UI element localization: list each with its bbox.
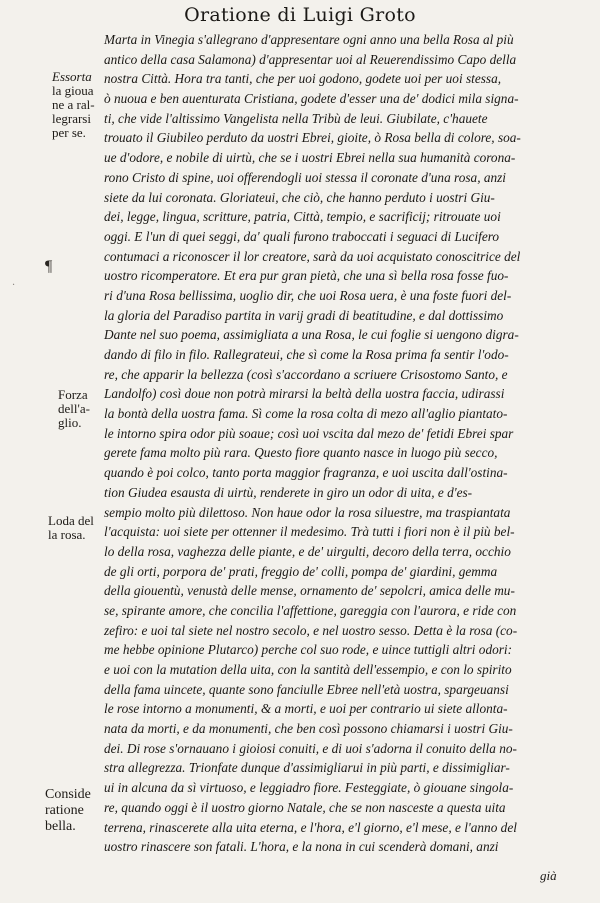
text-line: quando è poi colco, tanto porta maggior fragranza, e uoi uscita dall'ostina- [104, 465, 508, 481]
text-line: ue d'odore, e nobile di uirtù, che se i uostri Ebrei nella sua humanità corona- [104, 150, 516, 166]
text-line: ò nuoua e ben auenturata Cristiana, godete d'esser una de' dodici mila signa- [104, 91, 519, 107]
text-line: re, che apparir la bellezza (così s'accordano a scriuere Crisostomo Santo, e [104, 366, 508, 382]
text-line: uostro ricomperatore. Et era pur gran pietà, che una sì bella rosa fosse fuo- [104, 268, 509, 284]
marginal-note-forza [58, 388, 90, 430]
text-line: nostra Città. Hora tra tanti, che per uoi godono, godete uoi per uoi stessa, [104, 71, 502, 87]
marginal-note-essorta [52, 70, 95, 140]
text-line: Marta in Vinegia s'allegrano d'appresentare ogni anno una bella Rosa al più [104, 32, 514, 47]
page-title: Oratione di Luigi Groto [184, 4, 416, 26]
text-line: oggi. E l'un di quei seggi, da' quali furono traboccati i seguaci di Lucifero [104, 228, 500, 244]
text-line: le rose intorno a monumenti, & a morti, e uoi per contrario ui siete allonta- [104, 701, 508, 717]
text-line: nata da morti, e da monumenti, che ben così possono chiamarsi i uostri Giu- [104, 721, 513, 737]
text-line: della fama uincete, quante sono fanciulle Ebree nell'età uostra, spargeuansi [104, 681, 509, 697]
marginal-note-loda [48, 514, 94, 542]
text-line: della giouentù, venustà delle mense, ornamento de' sepolcri, amica delle mu- [104, 583, 515, 599]
text-line: dando di filo in filo. Rallegrateui, che sì come la Rosa prima fa sentir l'odo- [104, 347, 509, 362]
text-line: ti, che vide l'altissimo Vangelista nella Tribù de leui. Giubilate, c'hauete [104, 110, 488, 126]
text-line: re, quando oggi è il uostro giorno Natale, che se non nasceste a questa uita [104, 799, 506, 815]
text-line: dei. Di rose s'ornauano i gioiosi conuiti, e di uoi s'adorna il conuito della no- [104, 740, 517, 756]
margin-line: ratione [45, 803, 84, 818]
text-line: uostro rinascere son fatali. L'hora, e la nona in cui scenderà domani, anzi [104, 839, 499, 855]
text-line: contumaci a riconoscer il lor creatore, sarà da uoi acquistato conoscitrice del [104, 248, 521, 264]
text-line: stra allegrezza. Trionfate dunque d'assimigliarui in più parti, e dissimigliar- [104, 760, 510, 776]
text-line: ri d'una Rosa bellissima, uoglio dir, che uoi Rosa uera, è una foste fuori del- [104, 287, 512, 303]
margin-line: glio. [58, 415, 82, 430]
margin-line: Essorta [52, 69, 92, 84]
page-smudge: · [12, 280, 16, 291]
margin-line: per se. [52, 125, 86, 140]
text-line: l'acquista: uoi siete per ottenner il medesimo. Trà tutti i fiori non è il più bel- [104, 524, 515, 540]
text-line: lo della rosa, vaghezza delle piante, e de' uirgulti, decoro della terra, occhio [104, 543, 511, 559]
text-line: de gli orti, porpora de' prati, freggio de' colli, pompa de' giardini, gemma [104, 563, 498, 579]
text-line: trouato il Giubileo perduto da uostri Ebrei, gioite, ò Rosa bella di colore, soa- [104, 130, 521, 146]
text-line: le intorno spira odor più soaue; così uoi vscita dal mezo de' fetidi Ebrei spar [104, 425, 514, 441]
text-line: dei, legge, lingua, scritture, patria, Città, tempio, e sacrificij; ritrouate uoi [104, 209, 501, 225]
margin-line: Loda del [48, 513, 94, 528]
margin-line: la rosa. [48, 527, 86, 542]
text-line: siete da lui coronata. Gloriateui, che ciò, che hanno perduto i uostri Giu- [104, 189, 495, 205]
catchword: già [540, 868, 557, 883]
text-line: me hebbe opinione Plutarco) perche col suo rode, e uince tuttigli altri odori: [104, 642, 513, 658]
margin-line: Forza [58, 387, 88, 402]
text-line: Dante nel suo poema, assimigliata a una Rosa, le cui foglie si uengono digra- [104, 327, 519, 343]
margin-line: Conside [45, 787, 91, 802]
text-line: ui in alcuna da sì virtuoso, e leggiadro fiore. Festeggiate, ò giouane singola- [104, 780, 514, 796]
text-line: Landolfo) così doue non potrà mirarsi la beltà della uostra faccia, udirassi [104, 386, 505, 402]
main-text-block [104, 30, 598, 857]
text-line: gerete fama molto più rara. Questo fiore quanto nasce in luogo più secco, [104, 445, 498, 461]
text-line: se, spirante amore, che concilia l'affettione, gareggia con l'aurora, e ride con [104, 602, 517, 618]
text-line: la bontà della uostra fama. Sì come la rosa colta di mezo all'aglio piantato- [104, 406, 508, 422]
text-line: la gloria del Paradiso partita in varij gradi di beatitudine, e dal dottissimo [104, 307, 504, 323]
text-line: terrena, rinascerete alla uita eterna, e l'hora, e'l giorno, e'l mese, e l'anno del [104, 819, 517, 835]
text-line: e uoi con la mutation della uita, con la santità dell'essempio, e con lo spirito [104, 662, 512, 677]
margin-line: legrarsi [52, 111, 91, 126]
text-line: tion Giudea esausta di uirtù, renderete in giro un odor di uita, e d'es- [104, 484, 473, 500]
paragraph-mark-icon: ¶ [45, 258, 53, 275]
margin-line: la gioua [52, 83, 94, 98]
text-line: zefiro: e uoi tal siete nel nostro secolo, e nel uostro sesso. Detta è la rosa (co- [104, 622, 518, 638]
margin-line: ne a ral- [52, 97, 95, 112]
text-line: rono Cristo di spine, uoi offerendogli uoi stessa il coronate d'una rosa, anzi [104, 169, 507, 185]
margin-line: bella. [45, 819, 76, 834]
margin-line: dell'a- [58, 401, 90, 416]
text-line: sempio molto più dilettoso. Non haue odor la rosa siluestre, ma traspiantata [104, 504, 511, 520]
marginal-note-conside [45, 787, 91, 835]
text-line: antico della casa Salamona) d'appresentar uoi al Reuerendissimo Capo della [104, 51, 517, 67]
